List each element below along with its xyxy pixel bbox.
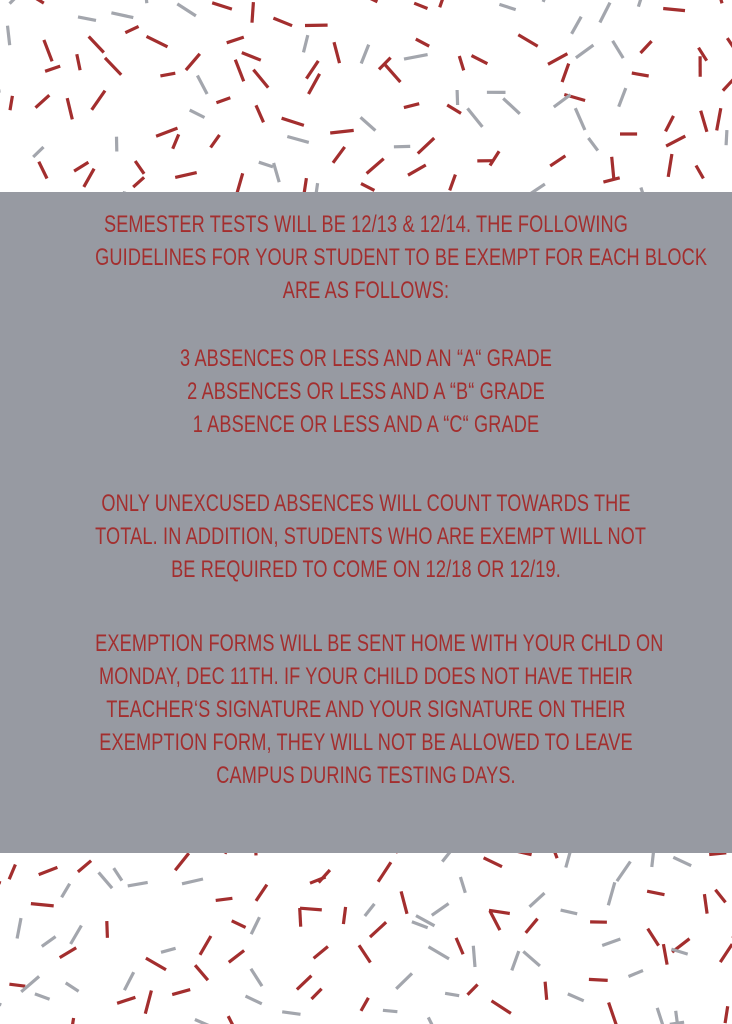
confetti-dash bbox=[492, 1001, 511, 1014]
confetti-dash bbox=[236, 173, 242, 192]
confetti-dash bbox=[459, 56, 463, 70]
confetti-dash bbox=[334, 42, 340, 63]
confetti-dash bbox=[314, 947, 328, 959]
confetti-dash bbox=[468, 108, 483, 127]
confetti-dash bbox=[10, 0, 22, 4]
confetti-dash bbox=[195, 965, 208, 980]
confetti-dash bbox=[145, 0, 147, 3]
confetti-dash bbox=[78, 861, 91, 872]
confetti-dash bbox=[450, 175, 456, 191]
confetti-dash bbox=[414, 3, 427, 8]
confetti-dash bbox=[588, 138, 597, 151]
confetti-dash bbox=[256, 885, 267, 901]
confetti-dash bbox=[404, 55, 428, 60]
confetti-dash bbox=[429, 947, 450, 959]
confetti-dash bbox=[216, 98, 230, 103]
confetti-dash bbox=[0, 91, 1, 93]
forms-line: CAMPUS DURING TESTING DAYS. bbox=[216, 762, 516, 789]
confetti-dash bbox=[512, 951, 519, 970]
confetti-dash bbox=[385, 65, 400, 82]
confetti-dash bbox=[66, 983, 79, 991]
confetti-dash bbox=[663, 9, 685, 11]
confetti-dash bbox=[0, 879, 1, 883]
confetti-dash bbox=[416, 39, 429, 46]
confetti-dash bbox=[31, 904, 54, 906]
confetti-dash bbox=[310, 877, 326, 883]
confetti-dash bbox=[383, 1010, 398, 1011]
confetti-dash bbox=[709, 853, 726, 855]
confetti-dash bbox=[287, 137, 309, 143]
forms-line: EXEMPTION FORM, THEY WILL NOT BE ALLOWED TO LEAVE bbox=[99, 729, 633, 756]
confetti-dash bbox=[78, 17, 96, 21]
confetti-dash bbox=[412, 922, 428, 928]
confetti-dash bbox=[361, 117, 376, 130]
forms-line: TEACHER‘S SIGNATURE AND YOUR SIGNATURE ON THEIR bbox=[106, 696, 626, 723]
confetti-dash bbox=[548, 54, 567, 65]
confetti-dash bbox=[572, 17, 582, 34]
confetti-dash bbox=[723, 77, 732, 90]
confetti-dash bbox=[39, 867, 58, 874]
confetti-dash bbox=[17, 918, 21, 938]
confetti-dash bbox=[641, 41, 652, 53]
confetti-dash bbox=[566, 853, 570, 868]
confetti-dash bbox=[361, 998, 368, 1011]
unexcused-paragraph bbox=[95, 487, 647, 586]
confetti-top-graphic bbox=[0, 0, 732, 192]
confetti-dash bbox=[0, 998, 1, 1005]
forms-line: MONDAY, DEC 11TH. IF YOUR CHILD DOES NOT HAVE THEIR bbox=[98, 663, 634, 690]
confetti-dash bbox=[632, 73, 649, 76]
confetti-dash bbox=[608, 882, 615, 905]
confetti-dash bbox=[333, 147, 345, 163]
intro-line: GUIDELINES FOR YOUR STUDENT TO BE EXEMPT FOR EACH BLOCK bbox=[95, 244, 708, 271]
confetti-dash bbox=[105, 58, 121, 75]
confetti-dash bbox=[177, 4, 196, 16]
confetti-dash bbox=[472, 56, 488, 64]
confetti-dash bbox=[509, 853, 532, 855]
confetti-dash bbox=[600, 3, 610, 23]
confetti-dash bbox=[673, 857, 691, 865]
confetti-dash bbox=[145, 991, 151, 1014]
confetti-dash bbox=[617, 862, 631, 882]
confetti-dash bbox=[456, 938, 463, 954]
confetti-dash bbox=[361, 45, 369, 64]
confetti-dash bbox=[499, 4, 515, 9]
confetti-dash bbox=[246, 996, 262, 1004]
confetti-dash bbox=[717, 108, 721, 130]
confetti-dash bbox=[613, 41, 624, 58]
confetti-dash bbox=[490, 151, 499, 165]
confetti-dash bbox=[484, 858, 502, 867]
forms-paragraph bbox=[95, 627, 664, 792]
confetti-dash bbox=[568, 994, 584, 1001]
confetti-dash bbox=[71, 926, 82, 945]
confetti-dash bbox=[227, 37, 244, 43]
confetti-dash bbox=[107, 921, 108, 938]
confetti-dash bbox=[33, 147, 43, 157]
confetti-dash bbox=[365, 904, 375, 916]
confetti-dash bbox=[232, 921, 246, 928]
confetti-dash bbox=[562, 64, 569, 83]
confetti-dash bbox=[312, 989, 322, 999]
confetti-dash bbox=[9, 865, 15, 880]
confetti-dash bbox=[190, 110, 205, 117]
confetti-dash bbox=[175, 173, 197, 178]
confetti-dash bbox=[418, 138, 434, 153]
confetti-dash bbox=[36, 95, 50, 108]
confetti-dash bbox=[160, 73, 175, 76]
confetti-dash bbox=[186, 54, 200, 70]
confetti-dash bbox=[457, 90, 458, 105]
confetti-dash bbox=[99, 872, 113, 888]
confetti-dash bbox=[211, 135, 220, 148]
confetti-dash bbox=[545, 982, 547, 1000]
confetti-dash bbox=[696, 166, 703, 179]
confetti-dash bbox=[274, 163, 280, 182]
confetti-dash bbox=[89, 37, 104, 53]
confetti-dash bbox=[543, 0, 551, 2]
intro-line: ARE AS FOLLOWS: bbox=[282, 277, 450, 304]
confetti-dash bbox=[576, 45, 594, 58]
confetti-dash bbox=[252, 2, 253, 23]
confetti-dash bbox=[251, 969, 262, 986]
confetti-dash bbox=[367, 159, 384, 174]
confetti-dash bbox=[21, 976, 39, 991]
confetti-dash bbox=[161, 948, 176, 952]
confetti-dash bbox=[609, 1003, 617, 1024]
confetti-dash bbox=[725, 1006, 728, 1023]
confetti-dash bbox=[619, 88, 626, 107]
unexcused-line: BE REQUIRED TO COME ON 12/18 OR 12/19. bbox=[171, 556, 561, 583]
confetti-dash bbox=[356, 0, 378, 2]
criteria-line: 1 ABSENCE OR LESS AND A “C“ GRADE bbox=[192, 411, 540, 438]
forms-line: EXEMPTION FORMS WILL BE SENT HOME WITH YOUR CHLD ON bbox=[95, 630, 664, 657]
confetti-dash bbox=[503, 98, 520, 113]
confetti-dash bbox=[212, 3, 232, 9]
confetti-dash bbox=[10, 96, 12, 110]
confetti-dash bbox=[428, 1017, 435, 1024]
confetti-dash bbox=[442, 853, 456, 862]
confetti-dash bbox=[172, 990, 190, 995]
confetti-dash bbox=[45, 66, 60, 71]
confetti-dash bbox=[242, 53, 261, 61]
confetti-dash bbox=[612, 157, 614, 179]
confetti-dash bbox=[663, 944, 667, 965]
confetti-dash bbox=[638, 0, 643, 7]
confetti-dash bbox=[229, 951, 244, 963]
confetti-dash bbox=[8, 26, 10, 46]
confetti-dash bbox=[71, 1018, 74, 1024]
confetti-dash bbox=[124, 972, 133, 990]
confetti-pattern-bottom bbox=[0, 853, 732, 1024]
confetti-dash bbox=[361, 184, 374, 191]
confetti-dash bbox=[473, 946, 475, 967]
confetti-dash bbox=[652, 853, 654, 867]
confetti-dash bbox=[195, 1020, 213, 1024]
confetti-dash bbox=[518, 35, 537, 46]
confetti-dash bbox=[300, 908, 322, 910]
confetti-dash bbox=[530, 893, 545, 907]
confetti-dash bbox=[550, 853, 558, 858]
confetti-dash bbox=[447, 105, 461, 113]
confetti-dash bbox=[370, 922, 386, 937]
confetti-dash bbox=[251, 917, 259, 934]
confetti-dash bbox=[523, 951, 540, 966]
confetti-dash bbox=[128, 882, 148, 886]
confetti-dash bbox=[526, 919, 538, 933]
confetti-dash bbox=[603, 178, 619, 182]
confetti-dash bbox=[235, 60, 243, 82]
confetti-dash bbox=[300, 908, 301, 927]
confetti-dash bbox=[42, 937, 56, 947]
confetti-dash bbox=[720, 944, 732, 962]
confetti-dash bbox=[62, 884, 70, 898]
confetti-dash bbox=[716, 0, 722, 3]
confetti-dash bbox=[228, 1016, 235, 1024]
confetti-dash bbox=[309, 74, 320, 94]
confetti-dash bbox=[306, 61, 318, 79]
confetti-dash bbox=[330, 130, 354, 133]
confetti-dash bbox=[146, 958, 166, 970]
confetti-dash bbox=[666, 116, 674, 131]
confetti-dash bbox=[704, 894, 707, 914]
confetti-dash bbox=[647, 891, 664, 895]
confetti-dash bbox=[602, 939, 620, 946]
criteria-line: 3 ABSENCES OR LESS AND AN “A“ GRADE bbox=[180, 345, 552, 372]
confetti-dash bbox=[440, 0, 445, 7]
confetti-dash bbox=[396, 973, 412, 988]
confetti-dash bbox=[77, 54, 80, 70]
notice-panel bbox=[0, 192, 732, 853]
confetti-dash bbox=[125, 26, 138, 32]
confetti-dash bbox=[561, 910, 578, 914]
confetti-dash bbox=[92, 91, 105, 110]
confetti-dash bbox=[9, 984, 25, 986]
confetti-dash bbox=[200, 936, 211, 955]
confetti-dash bbox=[35, 994, 50, 999]
exemption-criteria bbox=[95, 342, 637, 441]
intro-paragraph bbox=[95, 208, 708, 307]
confetti-dash bbox=[282, 1012, 300, 1015]
criteria-line: 2 ABSENCES OR LESS AND A “B“ GRADE bbox=[187, 378, 545, 405]
confetti-dash bbox=[343, 907, 345, 924]
confetti-pattern-top bbox=[0, 0, 732, 192]
confetti-bottom-graphic bbox=[0, 853, 732, 1024]
confetti-dash bbox=[490, 911, 500, 930]
confetti-dash bbox=[114, 868, 122, 881]
confetti-dash bbox=[468, 985, 478, 995]
confetti-dash bbox=[67, 98, 72, 119]
confetti-dash bbox=[668, 154, 672, 177]
confetti-dash bbox=[408, 165, 426, 175]
confetti-dash bbox=[432, 904, 449, 916]
confetti-dash bbox=[629, 971, 644, 977]
confetti-dash bbox=[460, 877, 465, 893]
confetti-dash bbox=[273, 18, 292, 26]
confetti-dash bbox=[648, 929, 659, 946]
confetti-dash bbox=[316, 183, 318, 192]
confetti-dash bbox=[117, 997, 135, 1003]
unexcused-line: TOTAL. IN ADDITION, STUDENTS WHO ARE EXEMPT WILL NOT bbox=[95, 523, 647, 550]
confetti-dash bbox=[135, 161, 144, 174]
confetti-dash bbox=[445, 993, 459, 995]
confetti-dash bbox=[303, 178, 306, 192]
confetti-dash bbox=[74, 162, 88, 171]
confetti-dash bbox=[666, 136, 685, 146]
confetti-dash bbox=[39, 162, 47, 179]
confetti-dash bbox=[30, 0, 44, 3]
confetti-dash bbox=[216, 898, 233, 900]
confetti-dash bbox=[256, 105, 264, 122]
confetti-dash bbox=[550, 156, 565, 166]
confetti-dash bbox=[554, 95, 571, 107]
confetti-dash bbox=[175, 853, 189, 870]
confetti-dash bbox=[575, 108, 585, 130]
confetti-dash bbox=[657, 1008, 663, 1024]
confetti-dash bbox=[589, 979, 608, 980]
confetti-dash bbox=[197, 76, 207, 95]
confetti-dash bbox=[715, 890, 725, 903]
confetti-dash bbox=[255, 853, 256, 855]
confetti-dash bbox=[44, 40, 52, 61]
confetti-dash bbox=[156, 128, 177, 136]
confetti-dash bbox=[528, 184, 545, 192]
confetti-dash bbox=[253, 70, 268, 88]
unexcused-line: ONLY UNEXCUSED ABSENCES WILL COUNT TOWARDS THE bbox=[101, 490, 631, 517]
confetti-dash bbox=[727, 38, 732, 57]
confetti-dash bbox=[282, 118, 304, 125]
confetti-dash bbox=[133, 177, 144, 187]
intro-line: SEMESTER TESTS WILL BE 12/13 & 12/14. THE FOLLOWING bbox=[103, 211, 629, 238]
confetti-dash bbox=[173, 134, 179, 148]
confetti-dash bbox=[111, 13, 133, 18]
confetti-dash bbox=[84, 169, 94, 187]
confetti-dash bbox=[60, 948, 76, 958]
confetti-dash bbox=[147, 36, 168, 46]
confetti-dash bbox=[401, 891, 407, 913]
confetti-dash bbox=[182, 879, 203, 884]
confetti-dash bbox=[404, 104, 419, 108]
confetti-dash bbox=[304, 35, 308, 52]
confetti-dash bbox=[726, 130, 727, 145]
confetti-dash bbox=[701, 111, 707, 132]
confetti-dash bbox=[359, 945, 370, 962]
confetti-dash bbox=[378, 862, 391, 882]
confetti-dash bbox=[297, 976, 312, 990]
confetti-dash bbox=[259, 162, 273, 167]
